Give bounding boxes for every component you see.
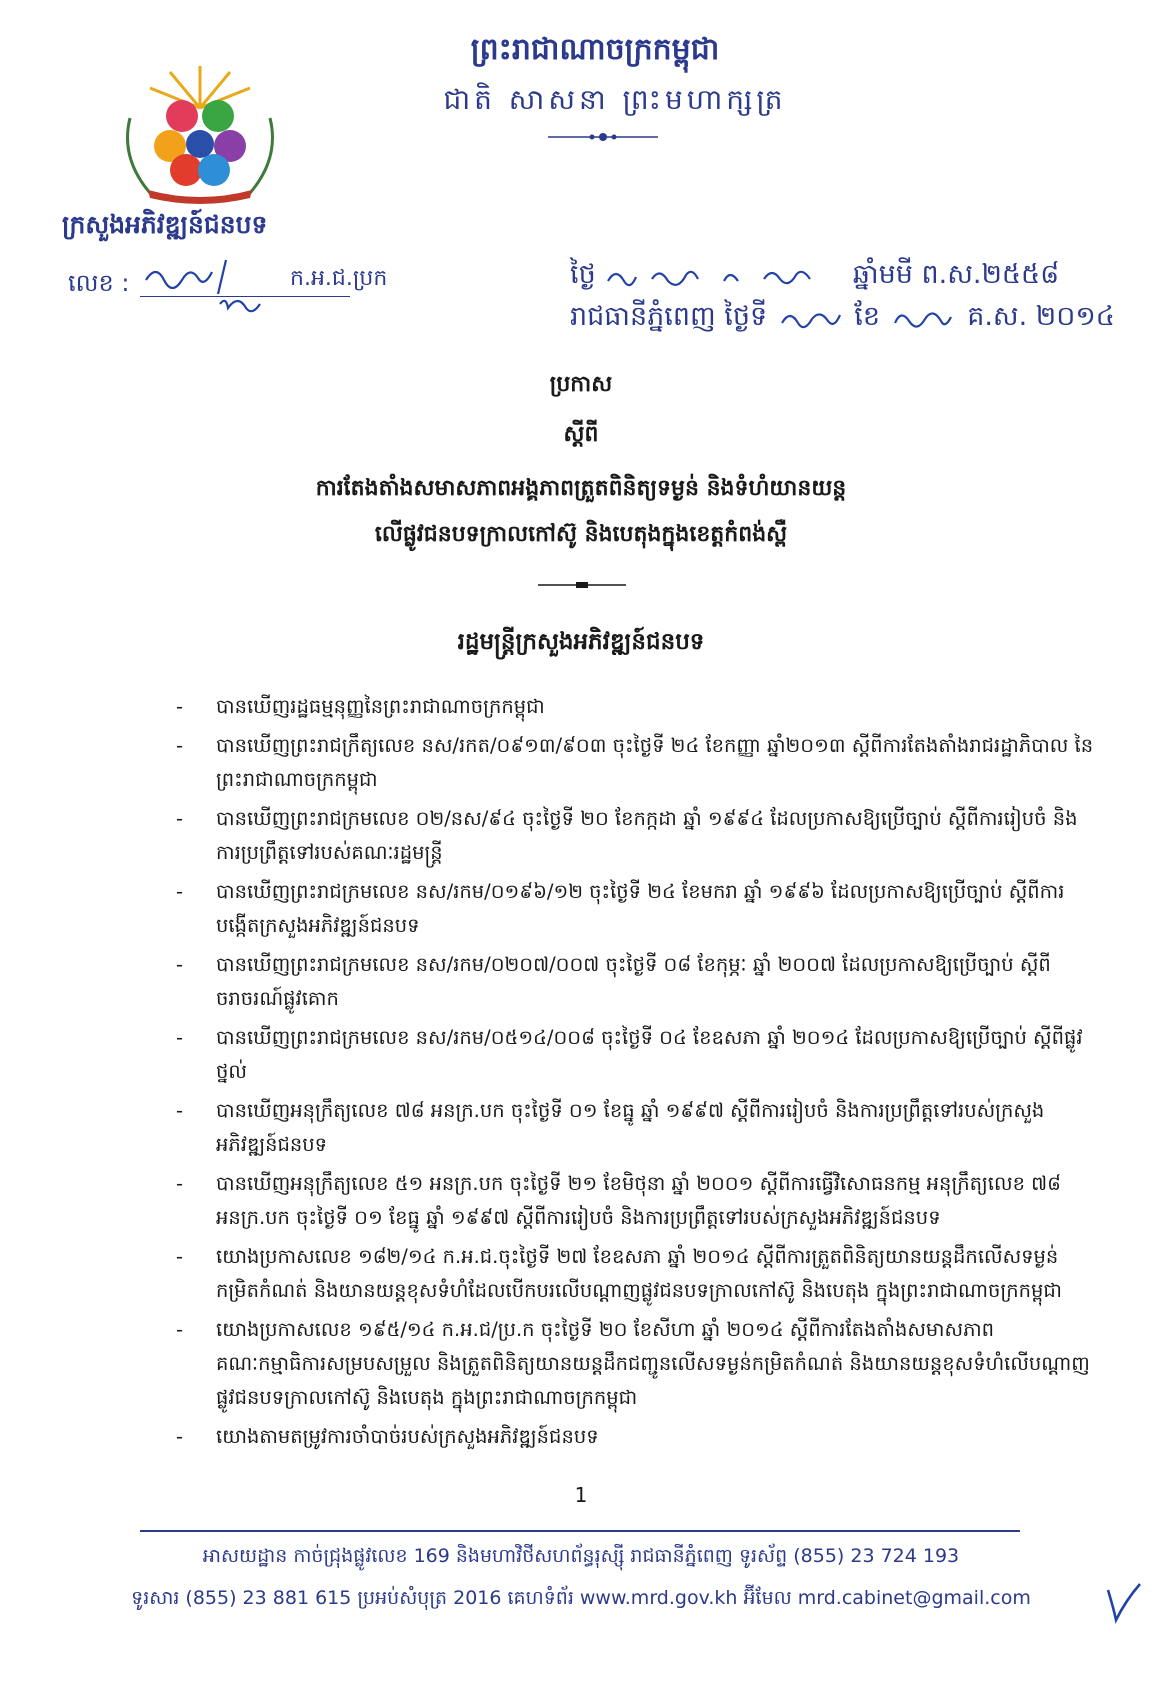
list-item <box>168 948 1098 1016</box>
ministry-name: ក្រសួងអភិវឌ្ឍន៍ជនបទ <box>62 210 268 239</box>
solar-year: គ.ស. ២០១៤ <box>967 301 1115 332</box>
lunar-date-prefix: ថ្ងៃ <box>570 259 596 290</box>
handwritten-month <box>889 303 959 333</box>
list-item-text: បានឃើញព្រះរាជក្រមលេខ នស/រកម/០៥១៤/០០៨ ចុះថ្ងៃទី ០៤ ខែឧសភា ឆ្នាំ ២០១៤ ដែលប្រកាសឱ្យប្រើច្បាប់ ស្តីពីផ្លូវថ្នល់ <box>216 1026 1083 1083</box>
page-number: 1 <box>574 1483 588 1507</box>
footer-contact: ទូរសារ (855) 23 881 615 ប្រអប់សំបុត្រ 2016 គេហទំព័រ www.mrd.gov.kh អ៊ីមែល mrd.cabinet@gmail.com <box>131 1587 1031 1609</box>
list-item-text: បានឃើញព្រះរាជក្រមលេខ ០២/នស/៩៤ ចុះថ្ងៃទី ២០ ខែកក្កដា ឆ្នាំ ១៩៩៤ ដែលប្រកាសឱ្យប្រើច្បាប់ ស្តីពីការរៀបចំ និងការប្រព្រឹត្តទៅរបស់គណៈរដ្ឋមន្ត្រី <box>216 807 1078 864</box>
list-bullet: - <box>176 734 184 757</box>
solar-month-label: ខែ <box>854 301 881 332</box>
list-bullet: - <box>176 1245 184 1268</box>
handwritten-day <box>776 303 846 333</box>
minister-heading: រដ្ឋមន្ត្រីក្រសួងអភិវឌ្ឍន៍ជនបទ <box>457 629 705 655</box>
list-item-text: បានឃើញអនុក្រឹត្យលេខ ៥១ អនក្រ.បក ចុះថ្ងៃទី ២១ ខែមិថុនា ឆ្នាំ ២០០១ ស្តីពីការធ្វើវិសោធនកម្ម អនុក្រឹត្យលេខ ៧៨ អនក្រ.បក ចុះថ្ងៃទី ០១ ខែធ្នូ ឆ្នាំ ១៩៩៧ ស្តីពីការរៀបចំ និងការប្រព្រឹត្តទៅរបស់ក្រសួងអភិវឌ្ឍន៍ជនបទ <box>216 1172 1061 1229</box>
title-divider <box>538 580 626 590</box>
list-item <box>168 729 1098 797</box>
solar-date <box>570 300 1115 339</box>
footer-address: អាសយដ្ឋាន កាច់ជ្រុងផ្លូវលេខ 169 និងមហាវិថីសហព័ន្ធរុស្ស៊ី រាជធានីភ្នំពេញ ទូរស័ព្ទ (855) 23 724 193 <box>202 1545 960 1567</box>
legal-basis-list <box>168 690 1098 1459</box>
list-item-text: យោងតាមតម្រូវការចាំបាច់របស់ក្រសួងអភិវឌ្ឍន៍ជនបទ <box>216 1425 599 1448</box>
list-bullet: - <box>176 807 184 830</box>
list-bullet: - <box>176 695 184 718</box>
solar-date-prefix: រាជធានីភ្នំពេញ ថ្ងៃទី <box>570 301 768 332</box>
handwritten-initial <box>1100 1578 1148 1628</box>
list-item-text: យោងប្រកាសលេខ ១៩៥/១៤ ក.អ.ជ/ប្រ.ក ចុះថ្ងៃទី ២០ ខែសីហា ឆ្នាំ ២០១៤ ស្តីពីការតែងតាំងសមាសភាពគណៈកម្មាធិការសម្របសម្រួល និងត្រួតពិនិត្យយានយន្តដឹកជញ្ជូនលើសទម្ងន់កម្រិតកំណត់ និងយានយន្តខុសទំហំលើបណ្តាញផ្លូវជនបទក្រាលកៅស៊ូ និងបេតុង ក្នុងព្រះរាជាណាចក្រកម្ពុជា <box>216 1318 1090 1409</box>
about-label: ស្តីពី <box>563 422 599 447</box>
list-bullet: - <box>176 1425 184 1448</box>
ministry-logo <box>110 58 290 208</box>
list-bullet: - <box>176 1099 184 1122</box>
list-bullet: - <box>176 953 184 976</box>
list-item-text: បានឃើញព្រះរាជក្រមលេខ នស/រកម/០១៩៦/១២ ចុះថ្ងៃទី ២៤ ខែមករា ឆ្នាំ ១៩៩៦ ដែលប្រកាសឱ្យប្រើច្បាប់ ស្តីពីការបង្កើតក្រសួងអភិវឌ្ឍន៍ជនបទ <box>216 880 1065 937</box>
footer-rule <box>140 1530 1020 1532</box>
list-item-text: បានឃើញអនុក្រឹត្យលេខ ៧៨ អនក្រ.បក ចុះថ្ងៃទី ០១ ខែធ្នូ ឆ្នាំ ១៩៩៧ ស្តីពីការរៀបចំ និងការប្រព្រឹត្តទៅរបស់ក្រសួងអភិវឌ្ឍន៍ជនបទ <box>216 1099 1045 1156</box>
list-item <box>168 802 1098 870</box>
list-bullet: - <box>176 1172 184 1195</box>
reference-number-suffix: ក.អ.ជ.ប្រក <box>290 266 388 291</box>
list-item <box>168 1167 1098 1235</box>
reference-number-underline <box>140 296 350 297</box>
list-item-text: យោងប្រកាសលេខ ១៨២/១៤ ក.អ.ជ.ចុះថ្ងៃទី ២៧ ខែឧសភា ឆ្នាំ ២០១៤ ស្តីពីការត្រួតពិនិត្យយានយន្តដឹកលើសទម្ងន់កម្រិតកំណត់ និងយានយន្តខុសទំហំដែលបើកបរលើបណ្តាញផ្លូវជនបទក្រាលកៅស៊ូ និងបេតុង ក្នុងព្រះរាជាណាចក្រកម្ពុជា <box>216 1245 1062 1302</box>
list-item <box>168 1094 1098 1162</box>
list-item-text: បានឃើញព្រះរាជក្រឹត្យលេខ នស/រកត/០៩១៣/៩០៣ ចុះថ្ងៃទី ២៤ ខែកញ្ញា ឆ្នាំ២០១៣ ស្តីពីការតែងតាំងរាជរដ្ឋាភិបាល នៃព្រះរាជាណាចក្រកម្ពុជា <box>216 734 1094 791</box>
list-item-text: បានឃើញរដ្ឋធម្មនុញ្ញនៃព្រះរាជាណាចក្រកម្ពុជា <box>216 695 545 718</box>
list-item-text: បានឃើញព្រះរាជក្រមលេខ នស/រកម/០២០៧/០០៧ ចុះថ្ងៃទី ០៨ ខែកុម្ភៈ ឆ្នាំ ២០០៧ ដែលប្រកាសឱ្យប្រើច្បាប់ ស្តីពីចរាចរណ៍ផ្លូវគោក <box>216 953 1051 1010</box>
ornament-divider <box>548 130 658 144</box>
list-bullet: - <box>176 1026 184 1049</box>
list-item <box>168 875 1098 943</box>
list-item <box>168 690 1098 724</box>
lunar-year: ឆ្នាំមមី ព.ស.២៥៥៨ <box>852 259 1060 290</box>
list-bullet: - <box>176 880 184 903</box>
national-motto: ជាតិ សាសនា ព្រះមហាក្សត្រ <box>443 83 787 116</box>
document-type: ប្រកាស <box>549 372 613 397</box>
list-item <box>168 1240 1098 1308</box>
lunar-date <box>570 258 1059 297</box>
list-item <box>168 1420 1098 1454</box>
list-bullet: - <box>176 1318 184 1341</box>
kingdom-title: ព្រះរាជាណាចក្រកម្ពុជា <box>470 32 720 67</box>
subject-line-1: ការតែងតាំងសមាសភាពអង្គភាពត្រួតពិនិត្យទម្ងន់ និងទំហំយានយន្ត <box>315 476 847 501</box>
handwritten-lunar-date <box>604 261 844 291</box>
list-item <box>168 1313 1098 1415</box>
handwritten-reference-number <box>140 252 290 322</box>
subject-line-2: លើផ្លូវជនបទក្រាលកៅស៊ូ និងបេតុងក្នុងខេត្តកំពង់ស្ពឺ <box>374 522 788 547</box>
list-item <box>168 1021 1098 1089</box>
reference-number-label: លេខ : <box>68 269 130 297</box>
